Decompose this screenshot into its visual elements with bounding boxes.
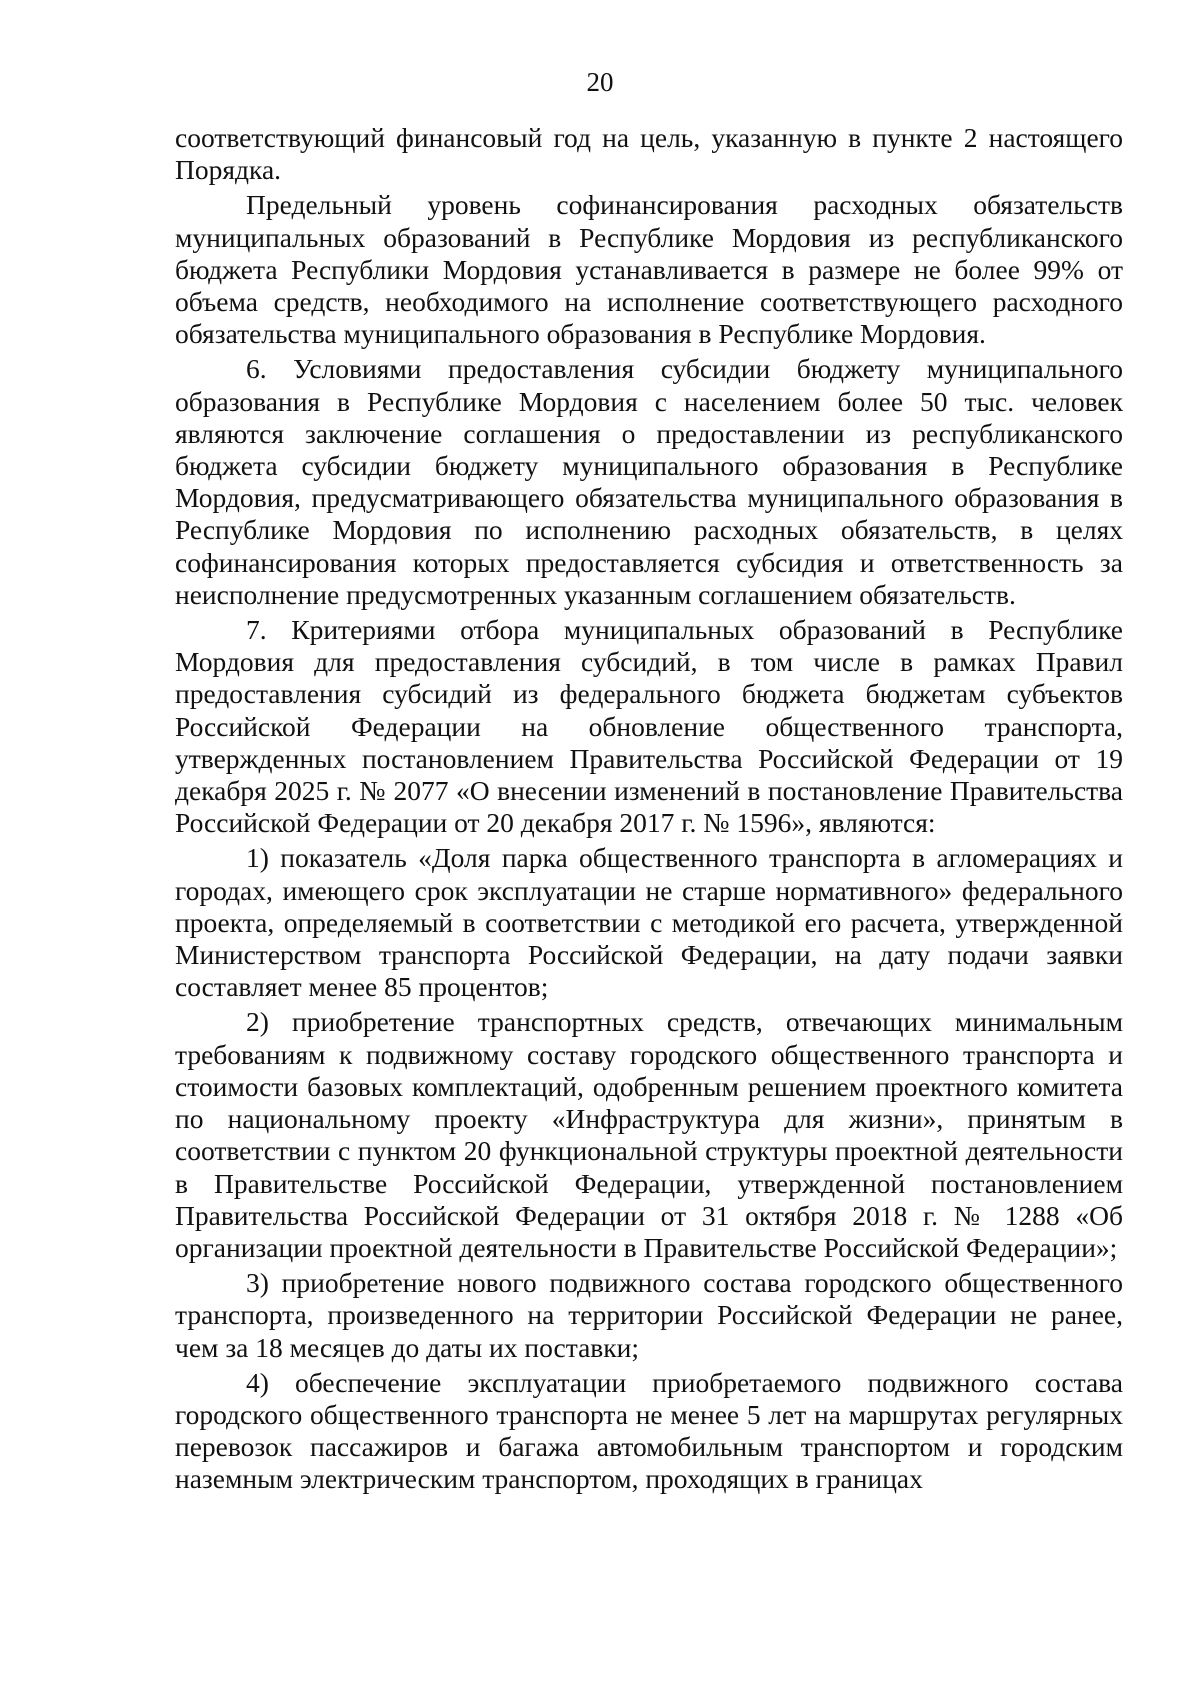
paragraph-criterion-4: 4) обеспечение эксплуатации приобретаемого подвижного состава городского общественного транспорта не менее 5 лет на маршрутах регулярных перевозок пассажиров и багажа автомобильным транспортом и городским наземным электрическим транспортом, проходящих в границах [175, 1366, 1123, 1495]
paragraph-criterion-3: 3) приобретение нового подвижного состава городского общественного транспорта, произведенного на территории Российской Федерации не ранее, чем за 18 месяцев до даты их поставки; [175, 1267, 1123, 1363]
page-number: 20 [586, 67, 614, 97]
paragraph-continuation: соответствующий финансовый год на цель, указанную в пункте 2 настоящего Порядка. [175, 122, 1123, 186]
paragraph-item-7: 7. Критериями отбора муниципальных образований в Республике Мордовия для предоставления субсидий, в том числе в рамках Правил предоставления субсидий из федерального бюджета бюджетам субъектов Российской Федерации на обновление общественного транспорта, утвержденных постановлением Правительства Российской Федерации от 19 декабря 2025 г. № 2077 «О внесении изменений в постановление Правительства Российской Федерации от 20 декабря 2017 г. № 1596», являются: [175, 614, 1123, 839]
document-body [175, 122, 1123, 1496]
paragraph-criterion-1: 1) показатель «Доля парка общественного транспорта в агломерациях и городах, имеющего срок эксплуатации не старше нормативного» федерального проекта, определяемый в соответствии с методикой его расчета, утвержденной Министерством транспорта Российской Федерации, на дату подачи заявки составляет менее 85 процентов; [175, 842, 1123, 1003]
paragraph-item-6: 6. Условиями предоставления субсидии бюджету муниципального образования в Республике Мордовия с населением более 50 тыс. человек являются заключение соглашения о предоставлении из республиканского бюджета субсидии бюджету муниципального образования в Республике Мордовия, предусматривающего обязательства муниципального образования в Республике Мордовия по исполнению расходных обязательств, в целях софинансирования которых предоставляется субсидия и ответственность за неисполнение предусмотренных указанным соглашением обязательств. [175, 353, 1123, 610]
paragraph-cofinancing-level: Предельный уровень софинансирования расходных обязательств муниципальных образований в Республике Мордовия из республиканского бюджета Республики Мордовия устанавливается в размере не более 99% от объема средств, необходимого на исполнение соответствующего расходного обязательства муниципального образования в Республике Мордовия. [175, 189, 1123, 350]
paragraph-criterion-2: 2) приобретение транспортных средств, отвечающих минимальным требованиям к подвижному составу городского общественного транспорта и стоимости базовых комплектаций, одобренным решением проектного комитета по национальному проекту «Инфраструктура для жизни», принятым в соответствии с пунктом 20 функциональной структуры проектной деятельности в Правительстве Российской Федерации, утвержденной постановлением Правительства Российской Федерации от 31 октября 2018 г. № 1288 «Об организации проектной деятельности в Правительстве Российской Федерации»; [175, 1006, 1123, 1263]
